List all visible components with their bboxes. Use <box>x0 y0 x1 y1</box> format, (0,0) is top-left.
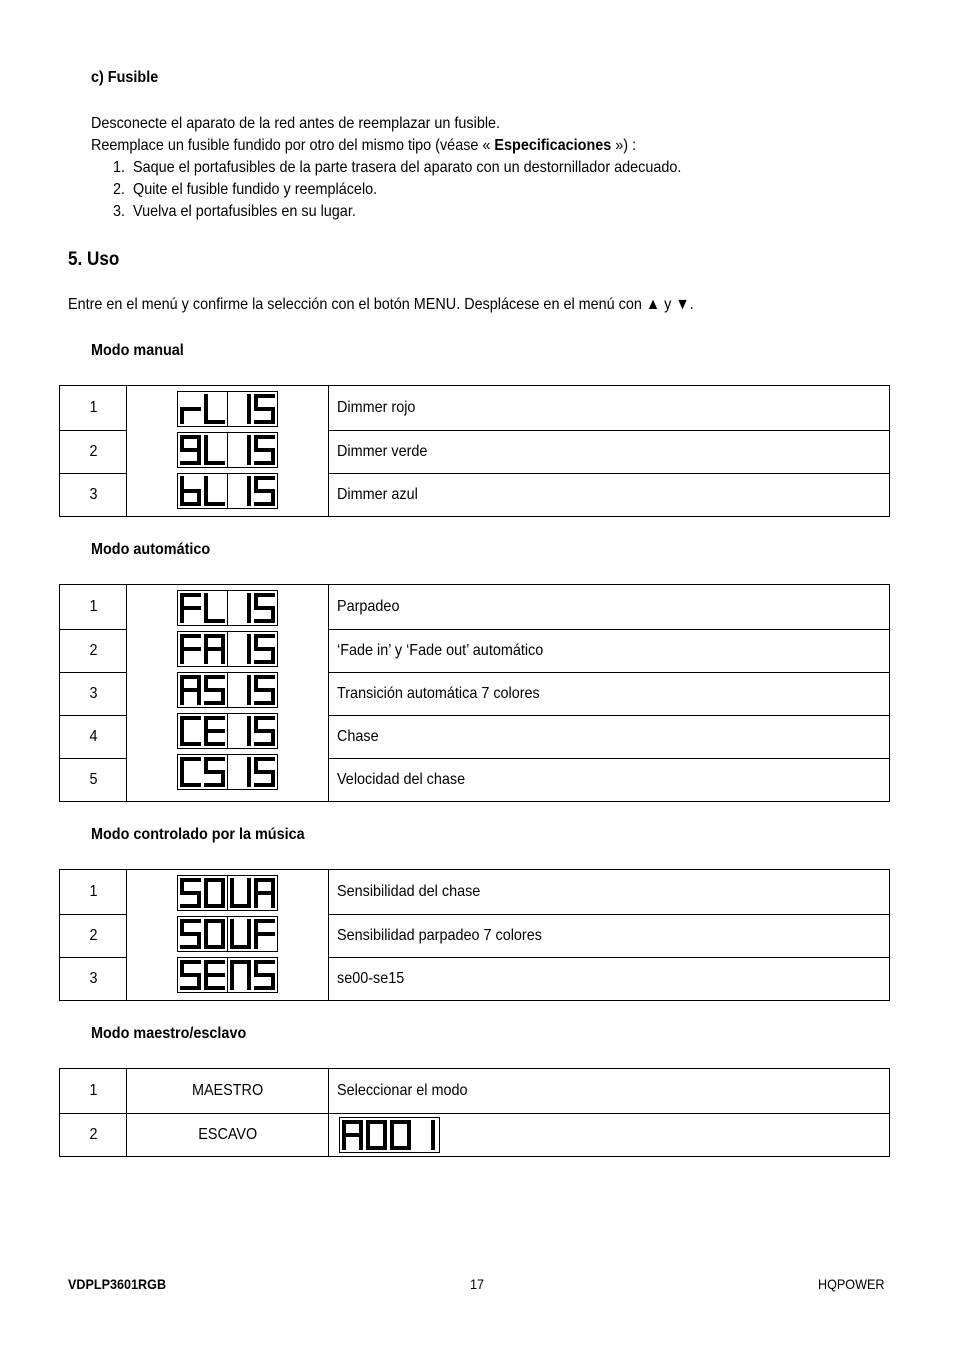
fuse-line-2 <box>91 137 636 155</box>
lcd-display <box>127 957 328 993</box>
step-text: Vuelva el portafusibles en su lugar. <box>133 203 356 220</box>
lcd-display-column <box>127 585 329 802</box>
seven-segment-display <box>177 713 278 749</box>
lcd-display <box>127 754 328 790</box>
uso-intro-end: . <box>689 296 694 313</box>
section-heading-uso: 5. Uso <box>68 249 120 270</box>
lcd-display-column <box>127 870 329 1001</box>
row-description <box>329 474 890 517</box>
seven-segment-display <box>177 391 278 427</box>
manual-heading: Modo manual <box>91 342 184 359</box>
row-number <box>60 1069 127 1114</box>
music-heading: Modo controlado por la música <box>91 826 305 843</box>
master-heading: Modo maestro/esclavo <box>91 1025 247 1042</box>
page-number: 17 <box>470 1276 485 1292</box>
row-number <box>60 716 127 759</box>
desc-text: Parpadeo <box>337 598 400 615</box>
fuse-line-2-text: Reemplace un fusible fundido por otro del mismo tipo (véase « <box>91 137 491 154</box>
row-description <box>329 585 890 630</box>
table-row <box>60 1069 890 1114</box>
lcd-display-column <box>127 386 329 517</box>
row-number-text: 2 <box>88 927 98 944</box>
seven-segment-display <box>177 631 278 667</box>
row-description <box>329 759 890 802</box>
desc-text: Dimmer rojo <box>337 399 416 416</box>
row-description <box>329 1069 890 1114</box>
row-description <box>329 630 890 673</box>
triangle-up-icon: ▲ <box>645 296 661 313</box>
row-description <box>329 386 890 431</box>
manual-table <box>59 385 890 517</box>
row-number-text: 1 <box>88 883 98 900</box>
table-row <box>60 585 890 630</box>
row-description <box>329 870 890 915</box>
row-number <box>60 673 127 716</box>
row-number <box>60 386 127 431</box>
table-row <box>60 1114 890 1157</box>
desc-text: Velocidad del chase <box>337 771 466 788</box>
lcd-display <box>339 1117 889 1153</box>
step-text: Saque el portafusibles de la parte trasera del aparato con un destornillador adecuado. <box>133 159 682 176</box>
desc-text: ‘Fade in’ y ‘Fade out’ automático <box>337 642 544 659</box>
row-number <box>60 915 127 958</box>
desc-text: Sensibilidad parpadeo 7 colores <box>337 927 542 944</box>
row-number-text: 3 <box>88 486 98 503</box>
uso-intro <box>68 296 694 314</box>
row-description <box>329 958 890 1001</box>
row-number <box>60 958 127 1001</box>
row-description <box>329 673 890 716</box>
master-table <box>59 1068 890 1157</box>
row-number-text: 1 <box>88 598 98 615</box>
lcd-display <box>127 391 328 427</box>
row-number-text: 1 <box>88 1082 98 1099</box>
desc-text: Dimmer azul <box>337 486 418 503</box>
desc-text: se00-se15 <box>337 970 405 987</box>
seven-segment-display <box>177 957 278 993</box>
lcd-display <box>127 875 328 911</box>
desc-text: Dimmer verde <box>337 443 428 460</box>
row-number <box>60 474 127 517</box>
step-number: 1. <box>113 159 126 176</box>
specifications-ref: Especificaciones <box>494 137 612 154</box>
mode-text: ESCAVO <box>198 1126 257 1143</box>
row-description <box>329 1114 890 1157</box>
row-number-text: 3 <box>88 685 98 702</box>
seven-segment-display <box>177 473 278 509</box>
row-number <box>60 759 127 802</box>
row-number <box>60 870 127 915</box>
row-description <box>329 431 890 474</box>
fuse-step <box>113 181 377 199</box>
seven-segment-display <box>177 432 278 468</box>
music-table <box>59 869 890 1001</box>
lcd-display <box>127 672 328 708</box>
row-description <box>329 716 890 759</box>
step-number: 2. <box>113 181 126 198</box>
uso-intro-text: Entre en el menú y confirme la selección con el botón MENU. Desplácese en el menú con <box>68 296 642 313</box>
row-number-text: 1 <box>88 399 98 416</box>
table-row <box>60 870 890 915</box>
step-text: Quite el fusible fundido y reemplácelo. <box>133 181 378 198</box>
fuse-line-1: Desconecte el aparato de la red antes de reemplazar un fusible. <box>91 115 501 132</box>
footer-brand: HQPOWER <box>818 1276 885 1292</box>
lcd-display <box>127 473 328 509</box>
step-number: 3. <box>113 203 126 220</box>
seven-segment-display <box>177 916 278 952</box>
auto-table <box>59 584 890 802</box>
lcd-display <box>127 713 328 749</box>
seven-segment-display <box>177 754 278 790</box>
lcd-display <box>127 432 328 468</box>
row-number-text: 3 <box>88 970 98 987</box>
row-number <box>60 585 127 630</box>
row-number <box>60 431 127 474</box>
lcd-display <box>127 590 328 626</box>
uso-intro-and: y <box>664 296 672 313</box>
auto-heading: Modo automático <box>91 541 211 558</box>
mode-cell <box>127 1069 329 1114</box>
desc-text: Seleccionar el modo <box>337 1082 468 1099</box>
lcd-display <box>127 916 328 952</box>
row-number-text: 4 <box>88 728 98 745</box>
row-number <box>60 1114 127 1157</box>
mode-text: MAESTRO <box>191 1082 264 1099</box>
table-row <box>60 386 890 431</box>
seven-segment-display <box>339 1117 440 1153</box>
row-number-text: 2 <box>88 642 98 659</box>
desc-text: Chase <box>337 728 379 745</box>
seven-segment-display <box>177 875 278 911</box>
mode-cell <box>127 1114 329 1157</box>
desc-text: Sensibilidad del chase <box>337 883 481 900</box>
seven-segment-display <box>177 672 278 708</box>
fuse-step <box>113 159 681 177</box>
lcd-display <box>127 631 328 667</box>
row-number <box>60 630 127 673</box>
row-number-text: 5 <box>88 771 98 788</box>
seven-segment-display <box>177 590 278 626</box>
row-description <box>329 915 890 958</box>
fuse-line-2-end: ») : <box>615 137 637 154</box>
row-number-text: 2 <box>88 443 98 460</box>
fuse-step <box>113 203 356 221</box>
triangle-down-icon: ▼ <box>675 296 690 313</box>
desc-text: Transición automática 7 colores <box>337 685 540 702</box>
fuse-heading: c) Fusible <box>91 69 159 86</box>
footer-model: VDPLP3601RGB <box>68 1276 167 1292</box>
row-number-text: 2 <box>88 1126 98 1143</box>
